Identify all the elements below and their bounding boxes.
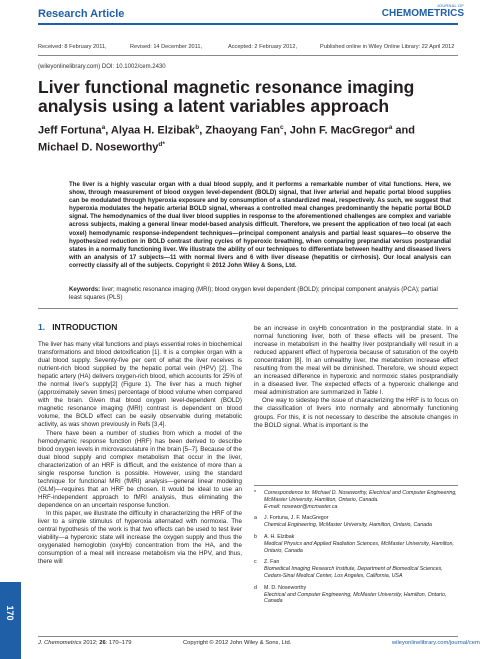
doi-line: (wileyonlinelibrary.com) DOI: 10.1002/cem.2430: [38, 64, 166, 70]
paragraph: There have been a number of studies from which a model of the hemodynamic response function (HRF) has been derived to describe blood oxygen levels in microvasculature in the brain [5–7]. Because of the dual blood supply and complex metabolism that occur in the liver, characterization of an HRF is difficult, and the existence of more than a single response function is possible. However, using the standard technique for functional MRI (fMRI) analysis—general linear modeling (GLM)—requires that an HRF be chosen. It would be ideal to use an HRF-independent approach to fMRI analysis, thus eliminating the dependence on an uncertain response function.: [38, 429, 242, 509]
footnote-text: Biomedical Imaging Research Institute, Department of Biomedical Sciences, Cedars-Sinai Medical Center, Los Angeles, California, USA: [264, 566, 443, 579]
keywords-label: Keywords:: [69, 286, 101, 293]
author-name: John F. MacGregor: [289, 124, 389, 137]
right-column: [254, 325, 458, 430]
footnote-mark: d: [254, 584, 257, 591]
received-date: Received: 8 February 2011,: [38, 44, 107, 50]
author-list: [38, 121, 458, 154]
correspondence-footnote: [254, 490, 458, 510]
footnote-authors: M. D. Noseworthy: [264, 584, 307, 591]
keywords-rule: [38, 308, 458, 309]
author-name: Jeff Fortuna: [38, 124, 102, 137]
author-affiliation-mark: a: [101, 124, 106, 131]
footer-url[interactable]: wileyonlinelibrary.com/journal/cem: [392, 640, 480, 646]
affiliation-footnote: [254, 534, 458, 554]
footnote-authors: A. H. Elzibak: [264, 533, 295, 540]
footnote-text: Correspondence to: Michael D. Noseworthy, Electrical and Computer Engineering, McMaster University, Hamilton, Ontario, Canada.: [264, 490, 457, 503]
footer-year: 2012;: [81, 640, 100, 646]
author-name: Zhaoyang Fan: [205, 124, 280, 137]
footnote-authors: J. Fortuna, J. F. MacGregor: [264, 515, 329, 522]
page-number: 170: [5, 605, 15, 621]
abstract: The liver is a highly vascular organ with a dual blood supply, and it performs a remarkable number of vital functions. Here, we show, through measurement of blood oxygen level-dependent (BOLD) signal, that liver arterial and hepatic portal blood supplies can be modulated through hyperoxia exposure and by consumption of a standardized meal, respectively. As such, we suggest that hyperoxia modulates the hepatic arterial BOLD signal, whereas a controlled meal changes predominantly the hepatic portal BOLD signal. The hemodynamics of the dual liver blood supplies in response to the aforementioned challenges are complex and variable across subjects, making a general linear model-based analysis difficult. Therefore, we present the application of two local (at each voxel) hemodynamic response-independent techniques—principal component analysis and partial least squares—to observe the hypothesized reduction in BOLD contrast during cycles of hyperoxic breathing, when comparing preprandial versus postprandial states in a normally functioning liver. We illustrate the ability of our techniques to differentiate between healthy and diseased livers with an analysis of 17 subjects—11 with normal livers and 6 with liver disease (hepatitis or cirrhosis). Our local analysis can correctly classify all of the subjects. Copyright © 2012 John Wiley & Sons, Ltd.: [69, 181, 451, 269]
revised-date: Revised: 14 December 2011,: [130, 44, 203, 50]
author-separator: and: [392, 124, 415, 137]
footnote-email: E-mail: nosewor@mcmaster.ca: [264, 503, 338, 510]
author-separator: ,: [199, 124, 206, 137]
header-label: Research Article: [38, 8, 125, 20]
footnotes: [254, 490, 458, 610]
footnote-rule: [254, 485, 458, 486]
footer-copyright: Copyright © 2012 John Wiley & Sons, Ltd.: [183, 640, 292, 646]
paragraph: The liver has many vital functions and plays essential roles in biochemical transformations and blood detoxification [1]. It is a complex organ with a dual blood supply. Seventy-five per cent of what the liver receives is nutrient-rich blood supplied by the hepatic portal vein (HPV) [2]. The hepatic artery (HA) delivers oxygen-rich blood, which accounts for 25% of the normal liver's supply[2] (Figure 1). The liver has a much higher (approximately seven times) percentage of blood volume when compared with the brain. Given that blood oxygen level-dependent (BOLD) magnetic resonance imaging (MRI) contrast is dependent on blood volume, the BOLD effect can be easily observable during metabolic activity, as was shown previously in Refs [3,4].: [38, 341, 242, 429]
header-rule: [38, 23, 458, 25]
footnote-mark: b: [254, 533, 257, 540]
paragraph: One way to sidestep the issue of characterizing the HRF is to focus on the classification of livers into normally and abnormally functioning groups. For this, it is not necessary to describe the absolute changes in the BOLD signal. What is important is the: [254, 397, 458, 429]
journal-logo-main: CHEMOMETRICS: [381, 8, 464, 19]
footnote-mark: *: [254, 490, 257, 496]
author-affiliation-mark: a: [388, 124, 393, 131]
accepted-date: Accepted: 2 February 2012,: [228, 44, 298, 50]
footer-journal-name: J. Chemometrics: [38, 640, 82, 646]
paragraph: be an increase in oxyHb concentration in the postprandial state. In a normal functioning liver, both of these effects will be present. The increase in metabolism in the healthy liver postprandially will result in a reduced apparent effect of hyperoxia because of saturation of the oxyHb concentration [8]. In an unhealthy liver, the metabolism increase effect resulting from the meal will be diminished. Therefore, we should expect an increased difference in hyperoxic and normoxic states postprandially in a diseased liver. The expected effects of a hyperoxic challenge and meal administration are summarized in Table I.: [254, 325, 458, 397]
author-affiliation-mark: d*: [158, 140, 165, 148]
footnote-mark: a: [254, 515, 257, 522]
journal-logo-pre: JOURNAL OF: [436, 3, 464, 8]
footnote-mark: c: [254, 559, 257, 566]
footer-volume: 26: [99, 640, 106, 646]
author-name: Alyaa H. Elzibak: [110, 124, 196, 137]
left-column: [38, 341, 242, 566]
paragraph: In this paper, we illustrate the difficulty in characterizing the HRF of the liver to a simple stimulus of hyperoxia alternated with normoxia. The central hypothesis of the work is that two effects can be used to test liver viability—a hyperoxic state will increase the oxygen supply and thus the oxygenated hemoglobin (oxyHb) concentration from the HA, and the consumption of a meal will increase metabolism via the HPV, and thus, there will: [38, 509, 242, 566]
published-date: Published online in Wiley Online Library: 22 April 2012: [320, 44, 455, 50]
article-title: Liver functional magnetic resonance imaging analysis using a latent variables approach: [38, 77, 415, 116]
author-affiliation-mark: b: [195, 124, 200, 131]
journal-logo: [374, 3, 464, 19]
footnote-authors: Z. Fan: [264, 559, 280, 566]
footnote-text: Chemical Engineering, McMaster University, Hamilton, Ontario, Canada: [264, 522, 432, 529]
footnote-text: Medical Physics and Applied Radiation Sciences, McMaster University, Hamilton, Ontario, Canada: [264, 540, 454, 554]
keywords: [69, 286, 451, 302]
footer-citation: [38, 640, 131, 646]
section-title: INTRODUCTION: [52, 322, 118, 332]
author-separator: ,: [283, 124, 290, 137]
footnote-text: Electrical and Computer Engineering, McMaster University, Hamilton, Ontario, Canada: [264, 591, 447, 605]
section-number: 1.: [38, 322, 46, 332]
affiliation-footnote: [254, 559, 458, 579]
footer-pages: : 170–179: [105, 640, 132, 646]
affiliation-footnote: [254, 515, 458, 529]
author-name: Michael D. Noseworthy: [38, 141, 159, 154]
section-heading: [38, 322, 117, 332]
dates-rule: [38, 55, 458, 56]
keywords-text: liver; magnetic resonance imaging (MRI); blood oxygen level dependent (BOLD); principal component analysis (PCA); partial least squares (PLS): [69, 286, 438, 302]
footer-rule: [38, 636, 458, 637]
author-affiliation-mark: c: [279, 124, 284, 131]
author-separator: ,: [105, 124, 111, 137]
affiliation-footnote: [254, 585, 458, 605]
